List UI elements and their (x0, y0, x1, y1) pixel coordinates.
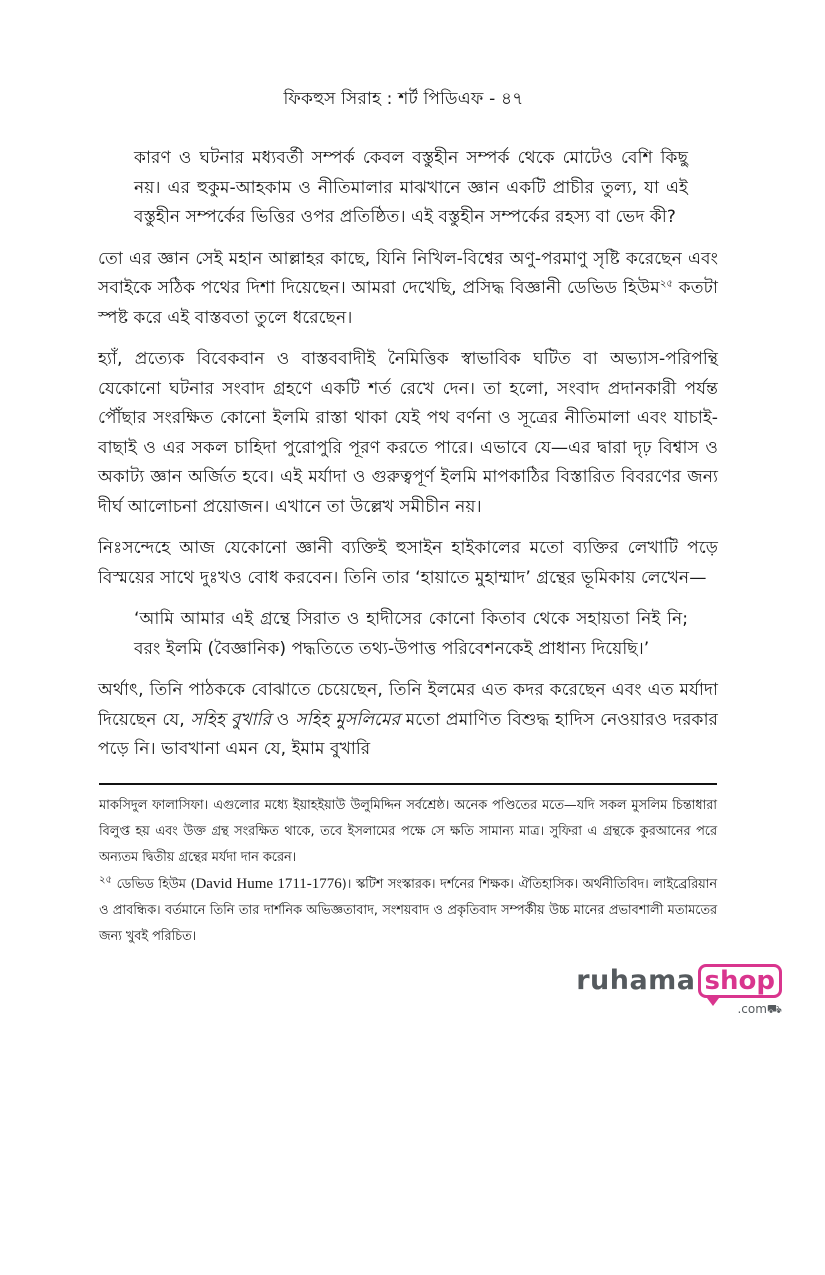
paragraph-text: তো এর জ্ঞান সেই মহান আল্লাহর কাছে, যিনি নিখিল-বিশ্বের অণু-পরমাণু সৃষ্টি করেছেন এবং সবাইকে সঠিক পথের দিশা দিয়েছেন। আমরা দেখেছি, প্রসিদ্ধ বিজ্ঞানী ডেভিড হিউম (98, 248, 718, 298)
paragraph (98, 676, 718, 765)
logo-text-ruhama: ruhama (576, 965, 696, 996)
cart-icon: ⛟ (766, 1001, 782, 1016)
paragraph-text: ও (270, 709, 296, 730)
footnote-number: ২৫ (99, 874, 112, 886)
logo-domain: .com (737, 1001, 767, 1016)
footnote-25 (99, 871, 717, 950)
footnotes (99, 793, 717, 950)
logo-bubble-tail (707, 998, 719, 1006)
paragraph-continuation: কারণ ও ঘটনার মধ্যবর্তী সম্পর্ক কেবল বস্তুহীন সম্পর্ক থেকে মোটেও বেশি কিছু নয়। এর হুকুম-আহকাম ও নীতিমালার মাঝখানে জ্ঞান একটি প্রাচীর তুল্য, যা এই বস্তুহীন সম্পর্কের ভিত্তির ওপর প্রতিষ্ঠিত। এই বস্তুহীন সম্পর্কের রহস্য বা ভেদ কী? (134, 148, 688, 227)
footnote-separator (99, 783, 717, 785)
footnote-text: )। স্কটিশ সংস্কারক। দর্শনের শিক্ষক। ঐতিহাসিক। অর্থনীতিবিদ। লাইব্রেরিয়ান ও প্রাবন্ধিক। বর্তমানে তিনি তার দার্শনিক অভিজ্ঞতাবাদ, সংশয়বাদ ও প্রকৃতিবাদ সম্পর্কীয় উচ্চ মানের প্রভাবশালী মতামতের জন্য খুবই পরিচিত। (99, 876, 717, 944)
running-header: ফিকহুস সিরাহ : শর্ট পিডিএফ - ৪৭ (283, 89, 524, 109)
book-title: সহিহ মুসলিমের (295, 709, 400, 730)
block-quote: ‘আমি আমার এই গ্রন্থে সিরাত ও হাদীসের কোনো কিতাব থেকে সহায়তা নিই নি; বরং ইলমি (বৈজ্ঞানিক) পদ্ধতিতে তথ্য-উপাত্ত পরিবেশনকেই প্রাধান্য দিয়েছি।’ (134, 609, 688, 659)
logo-speech-bubble (698, 964, 782, 998)
body-text (98, 144, 718, 765)
footnote-latin-name: David Hume 1711-1776 (195, 875, 342, 892)
paragraph (98, 245, 718, 334)
paragraph: হ্যাঁ, প্রত্যেক বিবেকবান ও বাস্তববাদীই নৈমিত্তিক স্বাভাবিক ঘটিত বা অভ্যাস-পরিপন্থি যেকোনো ঘটনার সংবাদ গ্রহণে একটি শর্ত রেখে দেন। তা হলো, সংবাদ প্রদানকারী পর্যন্ত পৌঁছার সংরক্ষিত কোনো ইলমি রাস্তা থাকা যেই পথ বর্ণনা ও সূত্রের নীতিমালা এবং যাচাই-বাছাই ও এর সকল চাহিদা পুরোপুরি পূরণ করতে পারে। এভাবে যে—এর দ্বারা দৃঢ় বিশ্বাস ও অকাট্য জ্ঞান অর্জিত হবে। এই মর্যাদা ও গুরুত্বপূর্ণ ইলমি মাপকাঠির বিস্তারিত বিবরণের জন্য দীর্ঘ আলোচনা প্রয়োজন। এখানে তা উল্লেখ সমীচীন নয়। (98, 349, 718, 517)
paragraph-text: অর্থাৎ, তিনি পাঠককে বোঝাতে চেয়েছেন, তিনি ইলমের এত কদর করেছেন এবং এত মর্যাদা দিয়েছেন যে, (98, 680, 718, 730)
ruhamashop-logo (98, 964, 782, 1018)
footnote-ref[interactable]: ২৫ (659, 278, 673, 290)
paragraph-text: মতো প্রমাণিত বিশুদ্ধ হাদিস নেওয়ারও দরকার পড়ে নি। ভাবখানা এমন যে, ইমাম বুখারি (98, 709, 719, 759)
logo-text-com (737, 1002, 782, 1018)
paragraph: নিঃসন্দেহে আজ যেকোনো জ্ঞানী ব্যক্তিই হুসাইন হাইকালের মতো ব্যক্তির লেখাটি পড়ে বিস্ময়ের সাথে দুঃখও বোধ করবেন। তিনি তার ‘হায়াতে মুহাম্মাদ’ গ্রন্থের ভূমিকায় লেখেন— (98, 538, 718, 588)
footnote-text: ডেভিড হিউম ( (112, 876, 196, 892)
logo-text-shop: shop (704, 965, 775, 996)
book-title: সহিহ বুখারি (190, 709, 271, 730)
logo-row (576, 964, 782, 998)
paragraph-text: কতটা স্পষ্ট করে এই বাস্তবতা তুলে ধরেছেন। (98, 278, 719, 328)
footnote-continuation: মাকসিদুল ফালাসিফা। এগুলোর মধ্যে ইয়াহইয়াউ উলুমিদ্দিন সর্বশ্রেষ্ঠ। অনেক পণ্ডিতের মতে—যদি সকল মুসলিম চিন্তাধারা বিলুপ্ত হয় এবং উক্ত গ্রন্থ সংরক্ষিত থাকে, তবে ইসলামের পক্ষে সে ক্ষতি সামান্য মাত্র। সুফিরা এ গ্রন্থকে কুরআনের পরে অন্যতম দ্বিতীয় গ্রন্থের মর্যদা দান করেন। (99, 797, 717, 865)
